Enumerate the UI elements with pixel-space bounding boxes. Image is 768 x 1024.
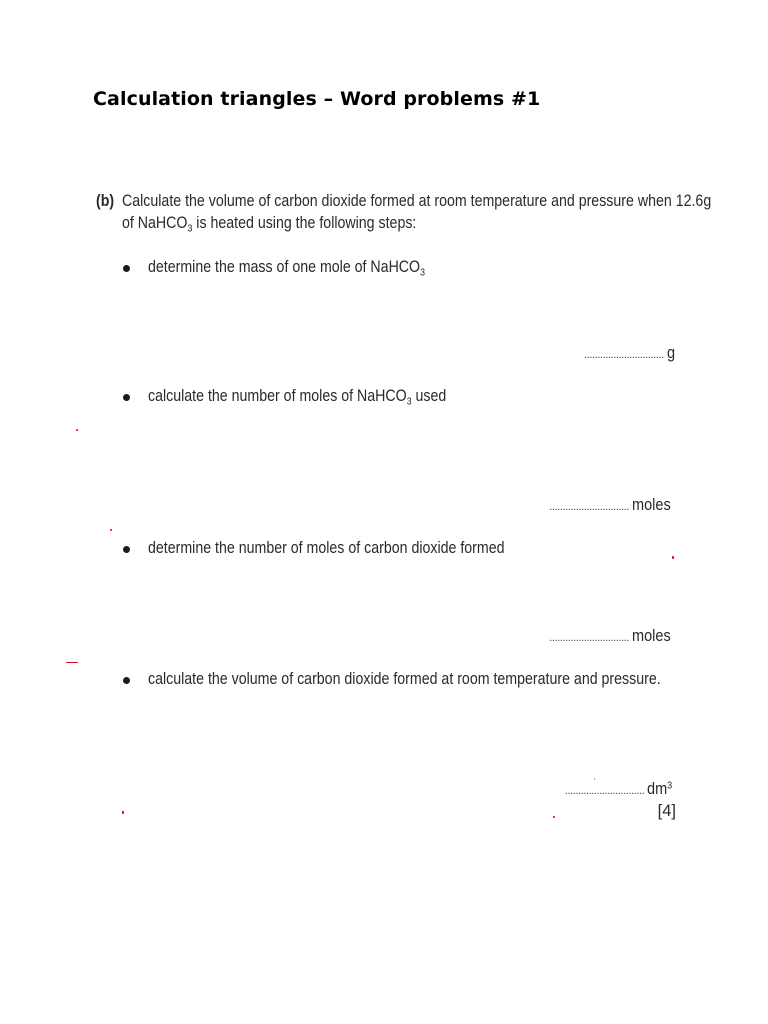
question-part-label: (b) (96, 192, 115, 210)
answer-dotted-line: .............................. (549, 501, 629, 513)
marks-total: [4] (657, 802, 676, 820)
page-title: Calculation triangles – Word problems #1 (93, 88, 541, 110)
answer-unit: g (666, 344, 675, 362)
step-3-text: determine the number of moles of carbon dioxide formed (148, 539, 505, 557)
red-speck (553, 816, 555, 818)
answer-dotted-line: .............................. (549, 632, 629, 644)
question-text-line-2: of NaHCO$_3$ is heated using the following steps: (122, 214, 417, 235)
step-2-text: calculate the number of moles of NaHCO$_3$ used (148, 387, 447, 408)
question-text-line-1: Calculate the volume of carbon dioxide formed at room temperature and pressure when 12.6g (122, 192, 712, 210)
red-speck (110, 529, 112, 531)
red-speck (122, 811, 124, 814)
red-speck (66, 662, 78, 663)
step-1-answer-line (584, 344, 676, 363)
step-1-text: determine the mass of one mole of NaHCO$_3$ (148, 258, 426, 279)
bullet-icon (123, 546, 130, 553)
bullet-icon (123, 394, 130, 401)
answer-unit: moles (631, 496, 671, 514)
answer-unit: $dm^3$ (647, 780, 673, 798)
answer-dotted-line: .............................. (584, 349, 664, 361)
answer-dotted-line: .............................. (564, 785, 645, 797)
bullet-icon (123, 265, 130, 272)
step-2-answer-line (549, 496, 676, 515)
step-3-answer-line (549, 627, 676, 646)
answer-unit: moles (631, 627, 671, 645)
bullet-icon (123, 677, 130, 684)
step-4-answer-line (565, 780, 676, 799)
red-speck (76, 429, 78, 431)
step-4-text: calculate the volume of carbon dioxide formed at room temperature and pressure. (148, 670, 661, 688)
red-speck (594, 778, 595, 780)
red-speck (672, 556, 674, 559)
